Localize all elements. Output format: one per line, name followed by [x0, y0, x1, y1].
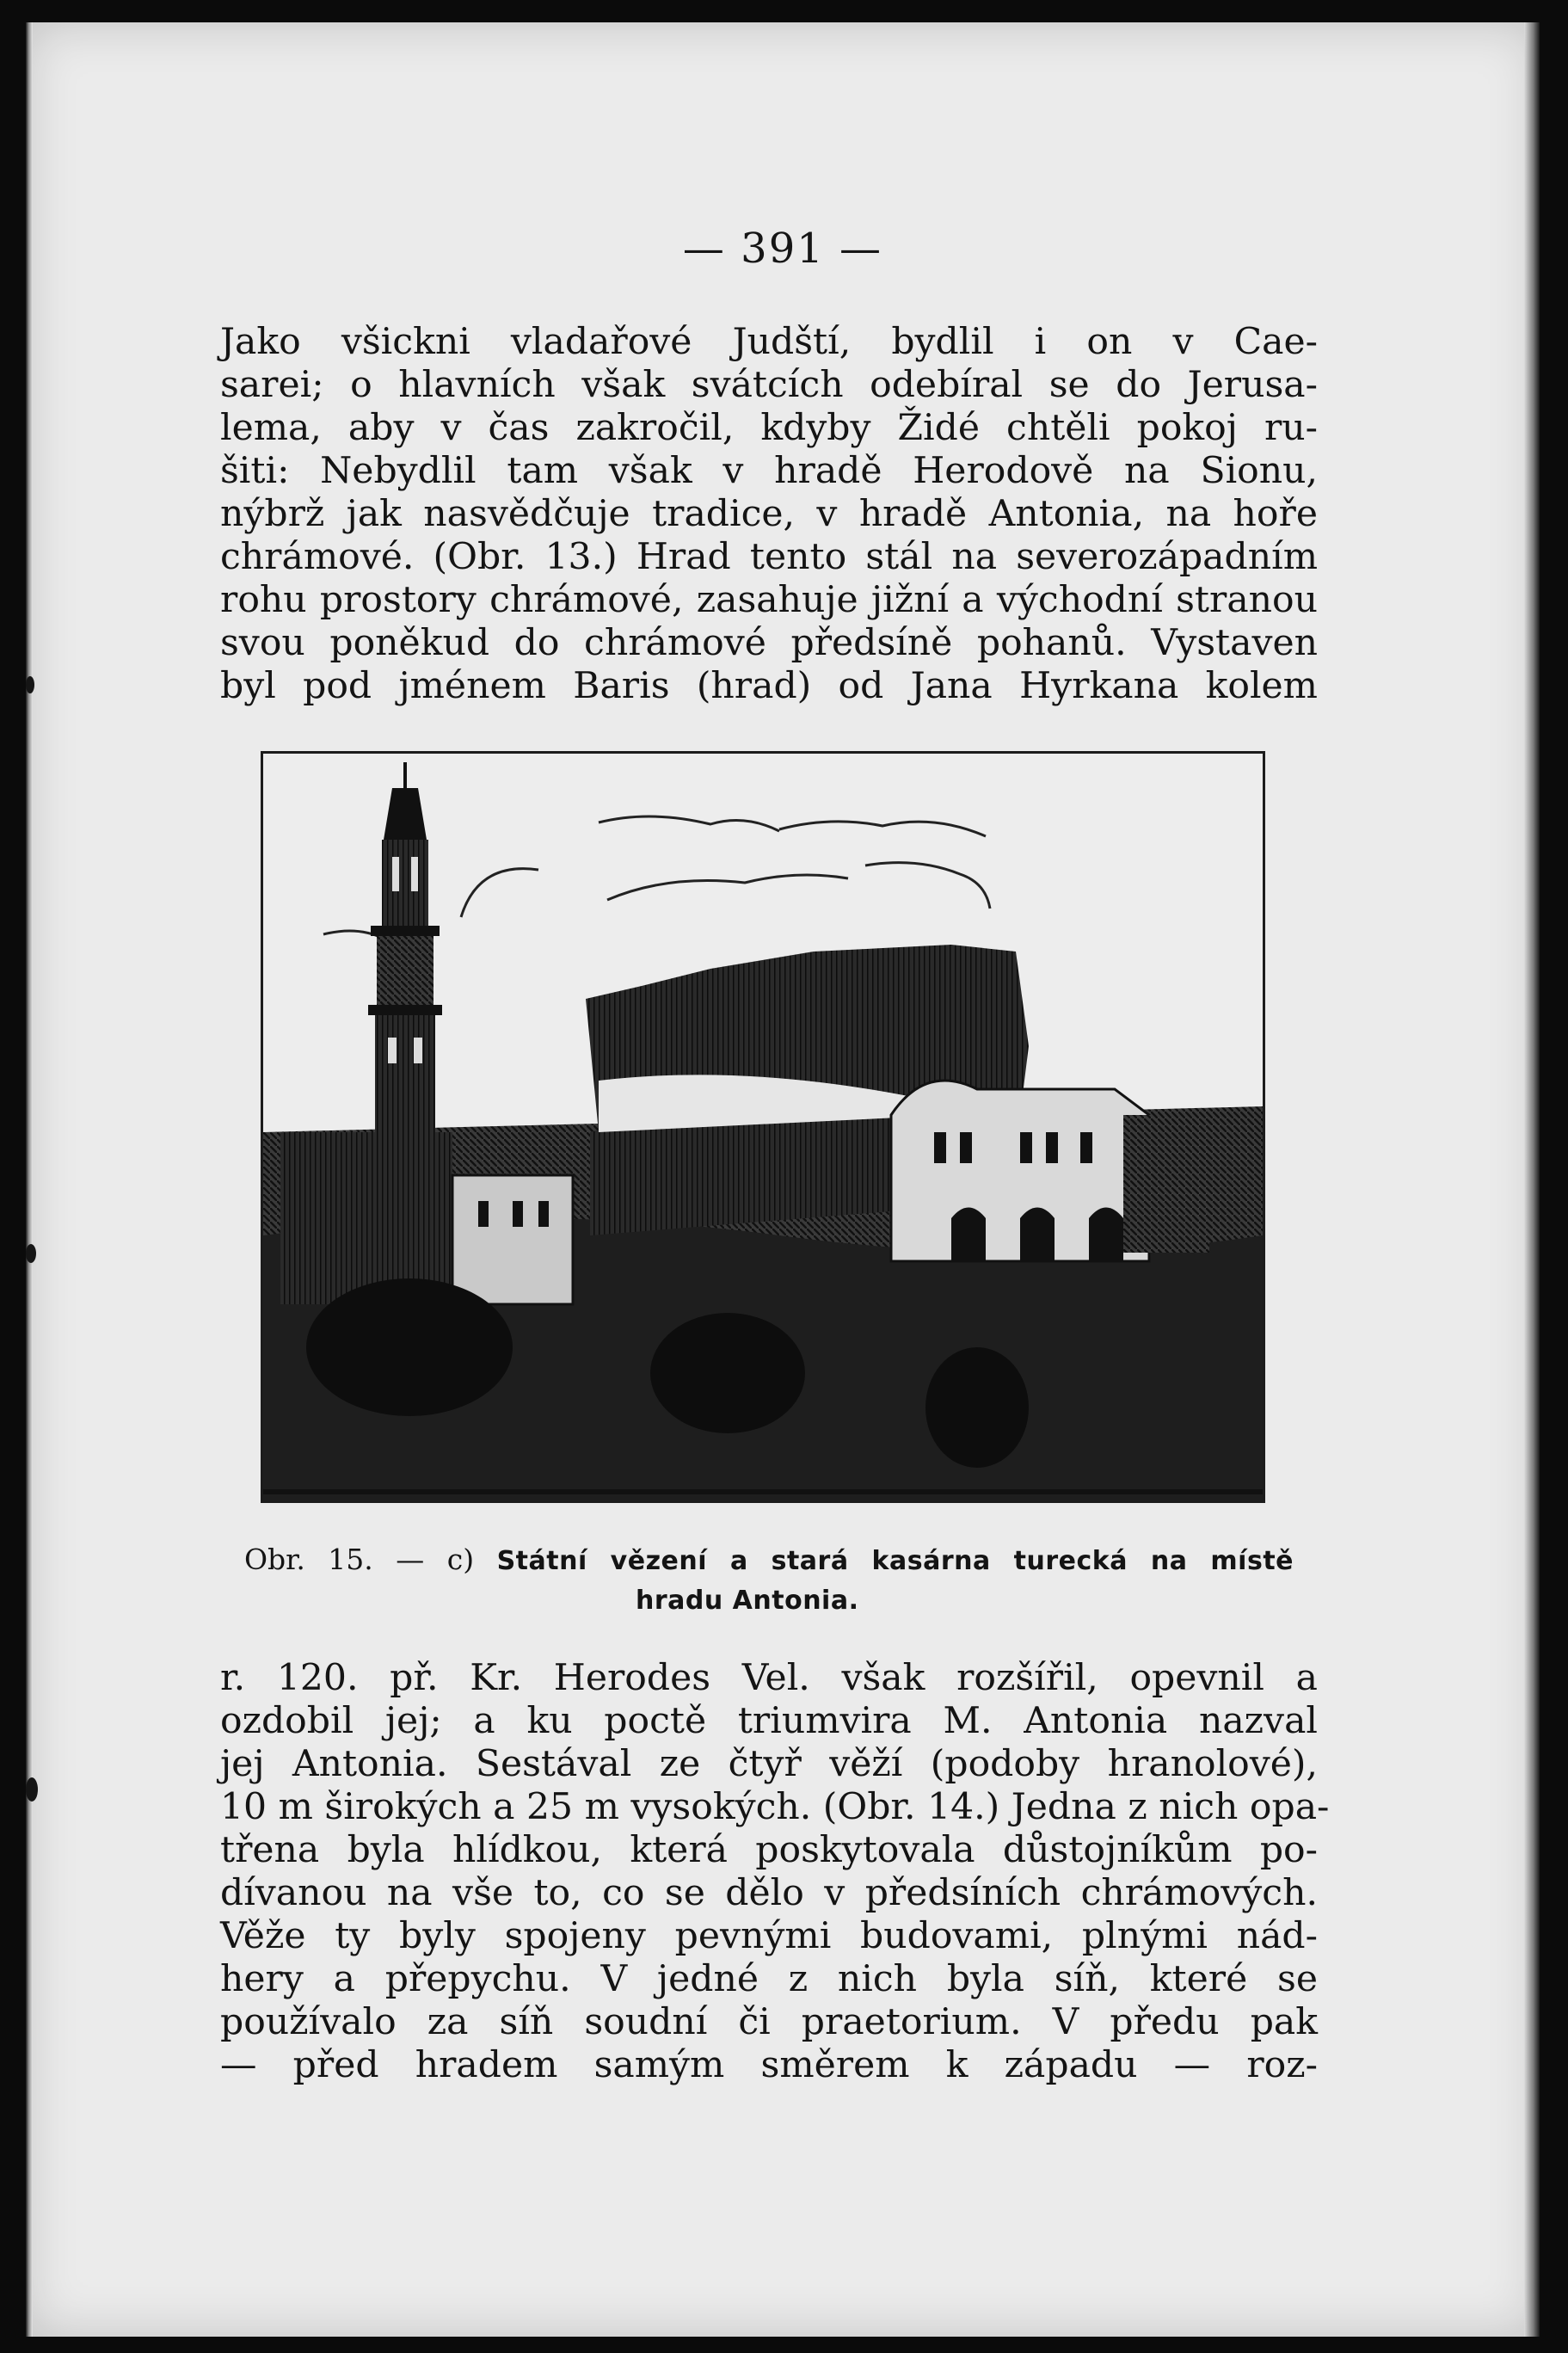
page-edge [1524, 22, 1540, 2337]
text-line: byl pod jménem Baris (hrad) od Jana Hyrkana kolem [220, 665, 1318, 707]
ink-mark [26, 1244, 36, 1263]
text-line: používalo za síň soudní či praetorium. V předu pak [220, 2001, 1318, 2043]
text-line: lema, aby v čas zakročil, kdyby Židé chtěli pokoj ru- [220, 407, 1318, 449]
text-line: nýbrž jak nasvědčuje tradice, v hradě Antonia, na hoře [220, 493, 1318, 535]
text-line: hery a přepychu. V jedné z nich byla síň, které se [220, 1958, 1318, 2000]
paragraph-top [220, 321, 1318, 708]
minaret [368, 762, 442, 1239]
text-line: chrámové. (Obr. 13.) Hrad tento stál na severozápadním [220, 536, 1318, 578]
caption-line-2: hradu Antonia. [636, 1586, 859, 1616]
fortress-engraving [263, 754, 1263, 1500]
text-line: r. 120. př. Kr. Herodes Vel. však rozšířil, opevnil a [220, 1657, 1318, 1699]
paragraph-bottom [220, 1657, 1330, 2087]
text-line: šiti: Nebydlil tam však v hradě Herodově na Sionu, [220, 450, 1318, 492]
ink-mark [26, 676, 34, 693]
caption-label: Obr. 15. — c) [244, 1543, 475, 1576]
text-line: jej Antonia. Sestával ze čtyř věží (podoby hranolové), [220, 1743, 1318, 1785]
page-number: — 391 — [682, 225, 883, 273]
text-line: sarei; o hlavních však svátcích odebíral se do Jerusa- [220, 364, 1318, 406]
book-page [26, 22, 1540, 2337]
text-line: svou poněkud do chrámové předsíně pohanů. Vystaven [220, 622, 1318, 664]
text-line: rohu prostory chrámové, zasahuje jižní a východní stranou [220, 579, 1318, 621]
engraving-illustration [261, 751, 1265, 1503]
text-line: ozdobil jej; a ku poctě triumvira M. Antonia nazval [220, 1700, 1318, 1742]
text-line: Věže ty byly spojeny pevnými budovami, plnými nád- [220, 1915, 1318, 1957]
text-line: dívanou na vše to, co se dělo v předsíních chrámových. [220, 1872, 1318, 1914]
text-line: Jako všickni vladařové Judští, bydlil i on v Cae- [220, 321, 1318, 363]
caption-line-1: Státní vězení a stará kasárna turecká na místě [496, 1546, 1294, 1576]
ink-mark [26, 1777, 38, 1802]
text-line: třena byla hlídkou, která poskytovala důstojníkům po- [220, 1829, 1318, 1871]
text-line: — před hradem samým směrem k západu — roz- [220, 2044, 1318, 2086]
text-line: 10 m širokých a 25 m vysokých. (Obr. 14.) Jedna z nich opa- [220, 1786, 1330, 1828]
